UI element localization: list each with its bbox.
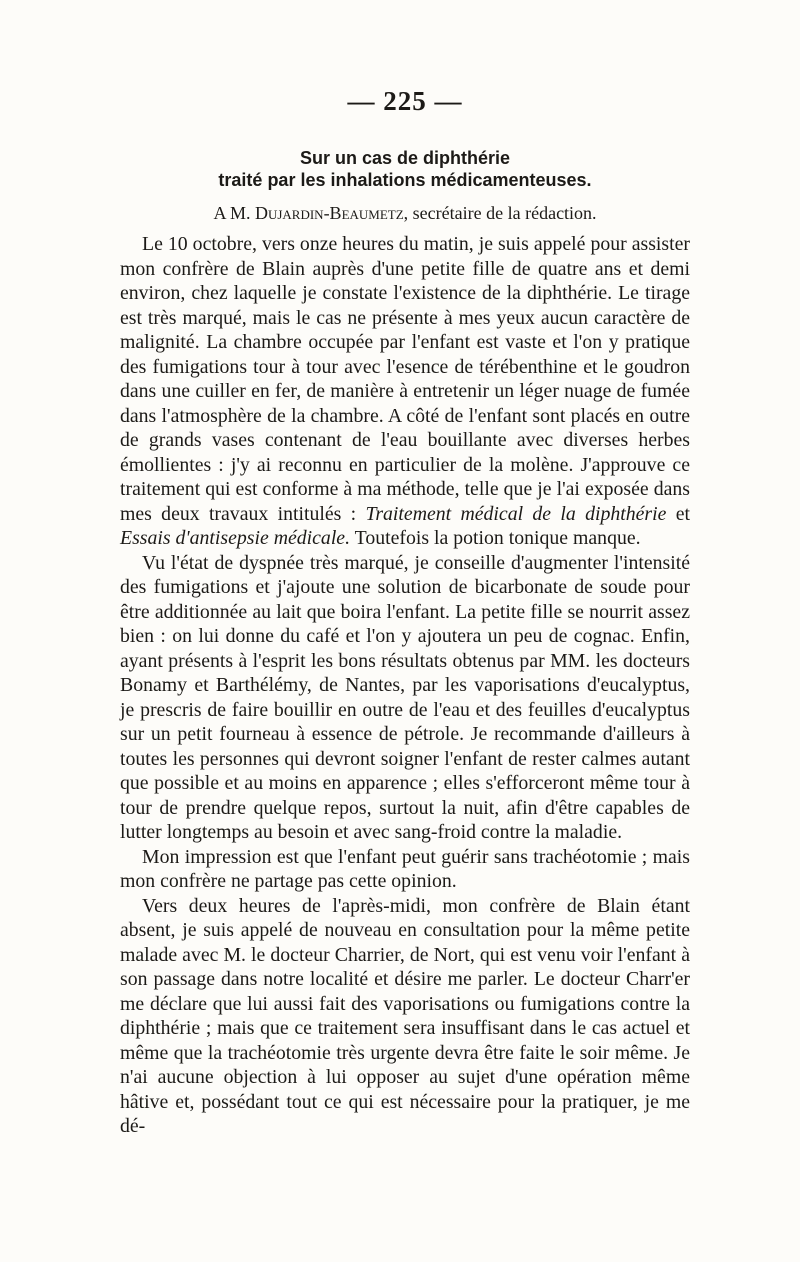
paragraph-4: Vers deux heures de l'après-midi, mon confrère de Blain étant absent, je suis appelé de nouveau en consultation pour la même petite malade avec M. le docteur Charrier, de Nort, qui est venu voir l'enfant à son passage dans notre localité et désire me parler. Le docteur Charr'er me déclare que lui aussi fait des vaporisations ou fumigations contre la diphthérie ; mais que ce traitement sera insuffisant dans le cas actuel et même que la trachéotomie très urgente devra être faite le soir même. Je n'ai aucune objection à lui opposer au sujet d'une opération même hâtive et, possédant tout ce qui est nécessaire pour la pratiquer, je me dé- bbox=[120, 894, 690, 1137]
paragraph-1-end: Toutefois la potion tonique manque. bbox=[350, 527, 641, 549]
paragraph-1 bbox=[120, 232, 690, 551]
dedication-suffix: , secrétaire de la rédaction. bbox=[403, 203, 597, 223]
page-number: — 225 — bbox=[347, 86, 463, 116]
cited-work-2: Essais d'antisepsie médicale. bbox=[120, 527, 351, 549]
conjunction: et bbox=[666, 502, 690, 525]
cited-work-1: Traitement médical de la diphthérie bbox=[365, 502, 667, 525]
dedication bbox=[120, 203, 690, 224]
article-title-line-2: traité par les inhalations médicamenteuses. bbox=[218, 170, 592, 190]
article-body bbox=[120, 232, 690, 1139]
paragraph-1-text: Le 10 octobre, vers onze heures du matin, je suis appelé pour assister mon confrère de Blain auprès d'une petite fille de quatre ans et demi environ, chez laquelle je constate l'existence de la diphthérie. Le tirage est très marqué, mais le cas ne présente à mes yeux aucun caractère de malignité. La chambre occupée par l'enfant est vaste et l'on y pratique des fumigations tour à tour avec l'esence de térébenthine et le goudron dans une cuiller en fer, de manière à entretenir un léger nuage de fumée dans l'atmosphère de la chambre. A côté de l'enfant sont placés en outre de grands vases contenant de l'eau bouillante avec diverses herbes émollientes : j'y ai reconnu en particulier de la molène. J'approuve ce traitement qui est conforme à ma méthode, telle que je l'ai exposée dans mes deux travaux intitulés : bbox=[120, 233, 690, 525]
paragraph-2: Vu l'état de dyspnée très marqué, je conseille d'augmenter l'intensité des fumigations et j'ajoute une solution de bicarbonate de soude pour être additionnée au lait que boira l'enfant. La petite fille se nourrit assez bien : on lui donne du café et l'on y ajoutera un peu de cognac. Enfin, ayant présents à l'esprit les bons résultats obtenus par MM. les docteurs Bonamy et Barthélémy, de Nantes, par les vaporisations d'eucalyptus, je prescris de faire bouillir en outre de l'eau et des feuilles d'eucalyptus sur un petit fourneau à essence de pétrole. Je recommande d'ailleurs à toutes les personnes qui devront soigner l'enfant de rester calmes autant que possible et au moins en apparence ; elles s'efforceront même tour à tour de prendre quelque repos, surtout la nuit, afin d'être capables de lutter longtemps au besoin et avec sang-froid contre la maladie. bbox=[120, 551, 690, 843]
dedication-name: Dujardin-Beaumetz bbox=[254, 203, 404, 223]
paragraph-3: Mon impression est que l'enfant peut guérir sans trachéotomie ; mais mon confrère ne partage pas cette opinion. bbox=[120, 845, 690, 892]
dedication-prefix: A M. bbox=[213, 203, 255, 223]
article-title-line-1: Sur un cas de diphthérie bbox=[299, 148, 511, 168]
